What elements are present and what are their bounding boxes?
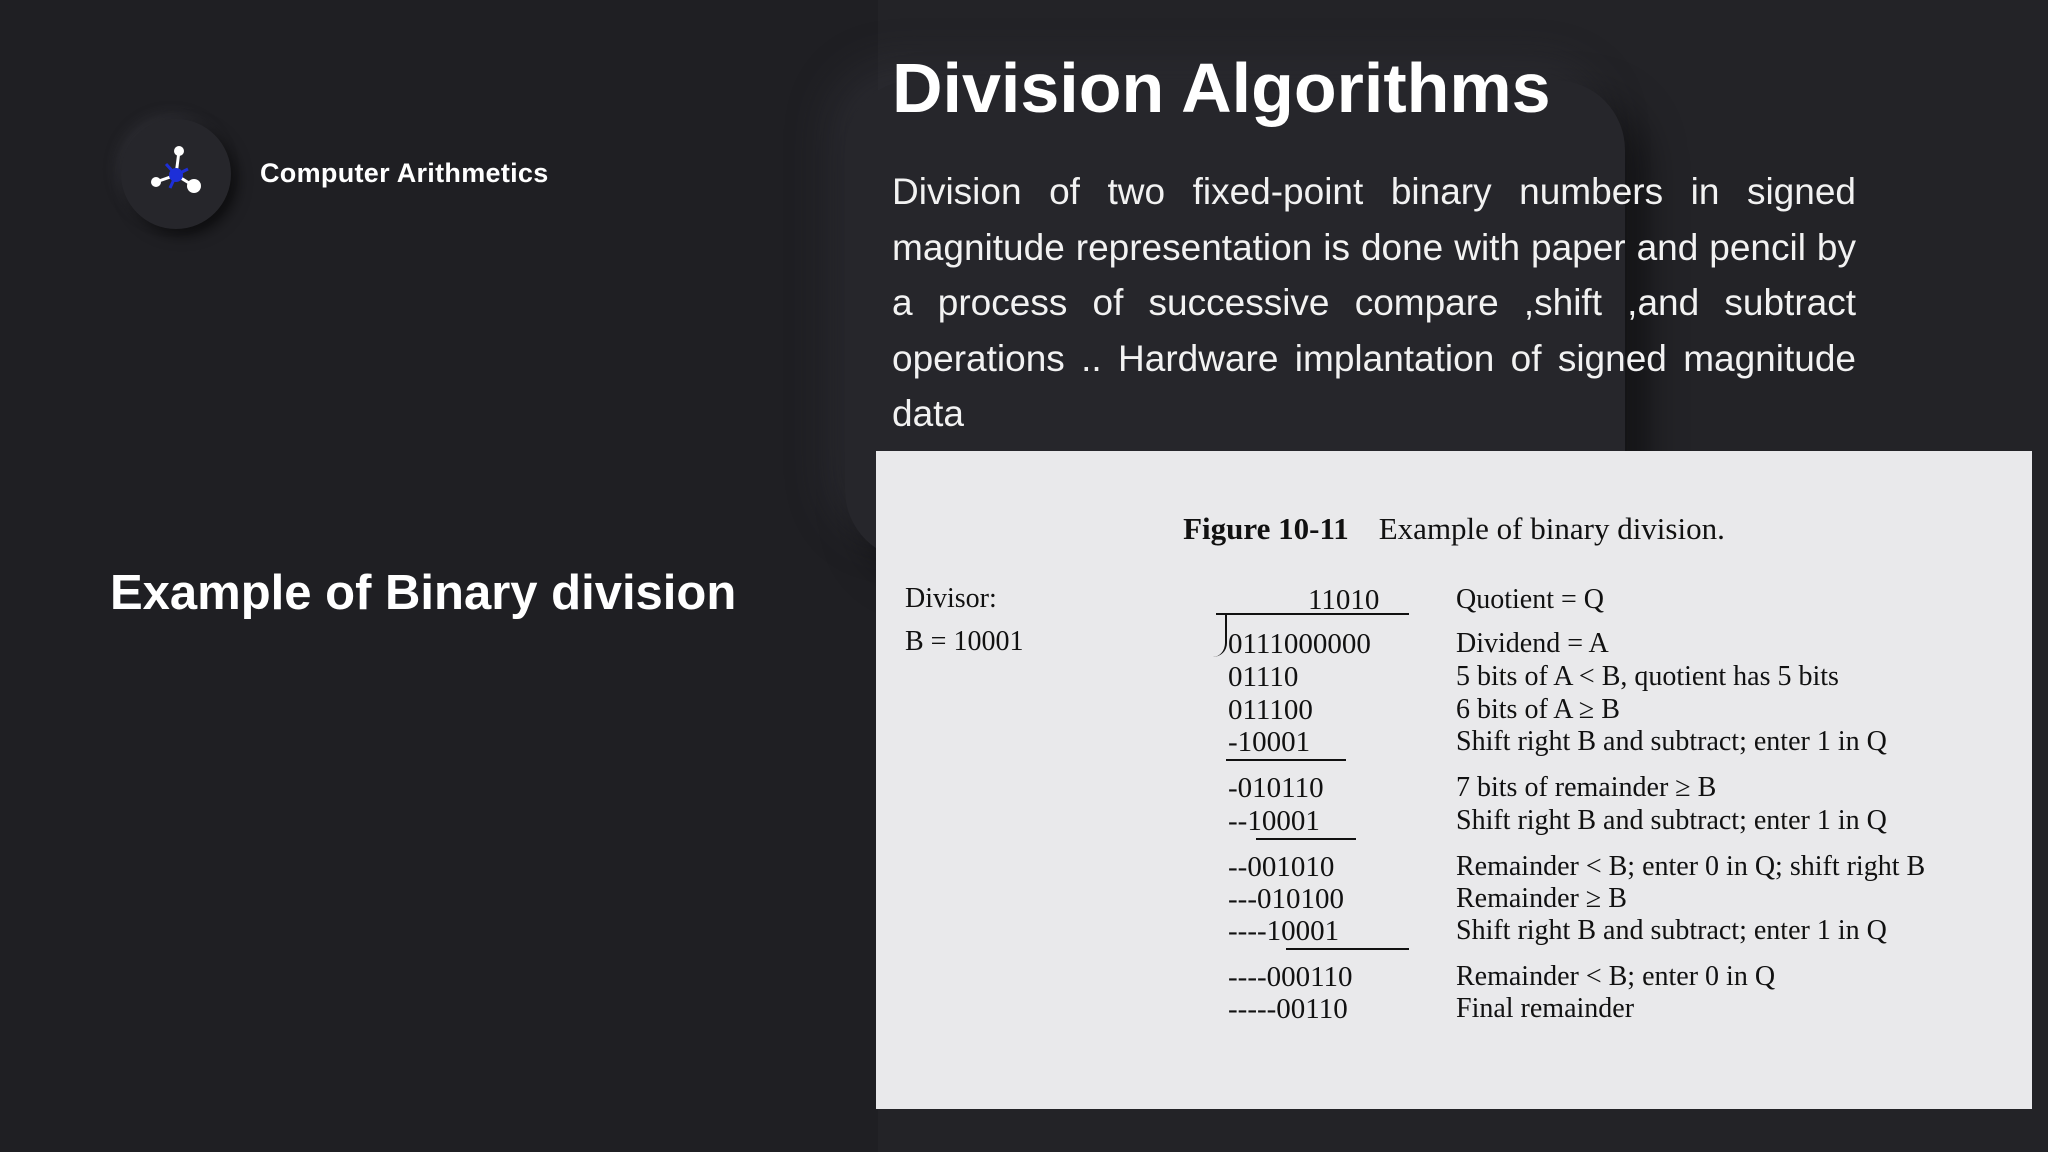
division-work: [876, 451, 2032, 1109]
note-line: Quotient = Q: [1456, 584, 1604, 615]
subtract-rule: [1286, 948, 1409, 950]
note-line: Remainder < B; enter 0 in Q: [1456, 961, 1776, 992]
divisor-value: B = 10001: [905, 626, 1024, 657]
work-line: 011100: [1228, 694, 1313, 726]
course-title: Computer Arithmetics: [260, 158, 549, 188]
quotient-rule: [1216, 613, 1266, 615]
work-line: -10001: [1228, 726, 1311, 758]
description-paragraph: Division of two fixed-point binary numbers in signed magnitude representation is done with paper and pencil by a process of successive compare ,shift ,and subtract operations .. Hardware implantation of signed magnitude data: [892, 171, 1856, 434]
logo: [121, 119, 231, 229]
section-title: Example of Binary division: [110, 566, 737, 620]
work-line: --001010: [1228, 851, 1335, 883]
note-line: Shift right B and subtract; enter 1 in Q: [1456, 805, 1887, 836]
note-line: 7 bits of remainder ≥ B: [1456, 772, 1717, 803]
note-line: Shift right B and subtract; enter 1 in Q: [1456, 726, 1887, 757]
work-line: 0111000000: [1228, 628, 1371, 660]
figure-caption-label: Figure 10-11: [1183, 511, 1349, 546]
work-line: -010110: [1228, 772, 1324, 804]
work-line: ----000110: [1228, 961, 1353, 993]
work-line: 11010: [1308, 584, 1380, 616]
subtract-rule: [1256, 838, 1356, 840]
page-title: Division Algorithms: [892, 49, 1551, 127]
molecule-icon: [146, 144, 206, 204]
work-line: ---010100: [1228, 883, 1344, 915]
note-line: Remainder ≥ B: [1456, 883, 1627, 914]
work-line: --10001: [1228, 805, 1320, 837]
divisor-label: Divisor:: [905, 583, 997, 614]
note-line: Dividend = A: [1456, 628, 1609, 659]
subtract-rule: [1226, 759, 1346, 761]
work-line: 01110: [1228, 661, 1299, 693]
note-line: Final remainder: [1456, 993, 1635, 1024]
note-line: Remainder < B; enter 0 in Q; shift right B: [1456, 851, 1926, 882]
work-line: ----10001: [1228, 915, 1340, 947]
figure-caption-text: Example of binary division.: [1378, 511, 1725, 546]
note-line: 5 bits of A < B, quotient has 5 bits: [1456, 661, 1839, 692]
binary-division-figure: [876, 451, 2032, 1109]
note-line: 6 bits of A ≥ B: [1456, 694, 1620, 725]
work-line: -----00110: [1228, 993, 1348, 1025]
note-line: Shift right B and subtract; enter 1 in Q: [1456, 915, 1887, 946]
